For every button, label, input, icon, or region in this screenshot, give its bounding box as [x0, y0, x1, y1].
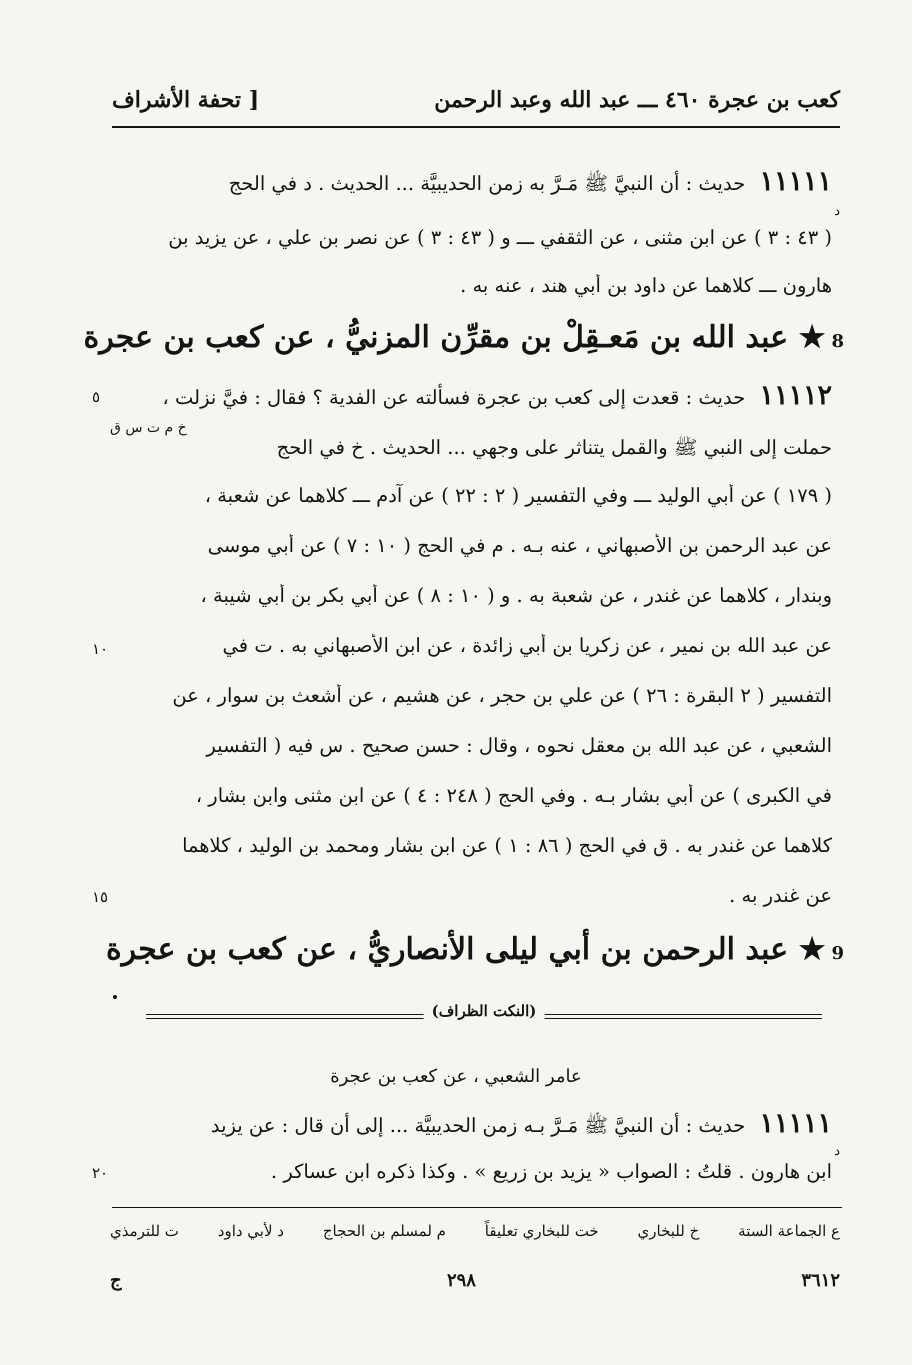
entry-11111-line-1: ١١١١١ حديث : أن النبيَّ ﷺ مَـرَّ به زمن الحديبيَّة ... الحديث . د في الحج: [228, 166, 832, 197]
entry-11112-line-3: ( ١٧٩ ) عن أبي الوليد ـــ وفي التفسير ( ٢ : ٢٢ ) عن آدم ـــ كلاهما عن شعبة ،: [204, 484, 832, 507]
section-heading-8: 8★ عبد الله بن مَعـقِلْ بن مقرِّن المزنيُّ ، عن كعب بن عجرة: [83, 320, 844, 355]
abbreviation-key: [110, 1222, 840, 1240]
entry-11112-line-10: كلاهما عن غندر به . ق في الحج ( ٨٦ : ١ ) عن ابن بشار ومحمد بن الوليد ، كلاهما: [182, 834, 832, 857]
page-number: ٢٩٨: [446, 1270, 476, 1291]
hadith-number: ١١١١١: [759, 166, 832, 197]
hadith-number: ١١١١٢: [759, 380, 832, 411]
page-footer: [110, 1270, 840, 1291]
nukat-divider: [146, 1002, 822, 1032]
footnote-rule: [112, 1207, 842, 1208]
section-title: عبد الله بن مَعـقِلْ بن مقرِّن المزنيُّ ، عن كعب بن عجرة: [83, 320, 789, 355]
nukat-label: (النكت الظراف): [424, 1002, 545, 1020]
entry-11112-line-1: ١١١١٢ حديث : قعدت إلى كعب بن عجرة فسألته عن الفدية ؟ فقال : فيَّ نزلت ،: [162, 380, 832, 411]
entry-11112-line-4: عن عبد الرحمن بن الأصبهاني ، عنه بـه . م في الحج ( ١٠ : ٧ ) عن أبي موسى: [207, 534, 832, 557]
entry-11112-line-9: في الكبرى ) عن أبي بشار بـه . وفي الحج ( ٢٤٨ : ٤ ) عن ابن مثنى وابن بشار ،: [195, 784, 832, 807]
abbr-item: ت للترمذي: [110, 1222, 179, 1240]
section-title: عبد الرحمن بن أبي ليلى الأنصاريُّ ، عن كعب بن عجرة: [105, 932, 789, 967]
entry-11112-line-11: عن غندر به .: [729, 884, 832, 907]
entry-11111-sigla: د: [834, 204, 840, 219]
nukat-entry-sigla: د: [834, 1144, 840, 1159]
section-number: 9: [831, 943, 844, 964]
part-letter: ج: [110, 1270, 122, 1291]
entry-11111-line-2: ( ٤٣ : ٣ ) عن ابن مثنى ، عن الثقفي ـــ و ( ٤٣ : ٣ ) عن نصر بن علي ، عن يزيد بن: [168, 226, 832, 249]
header-rule: [112, 126, 840, 128]
volume-number: ٣٦١٢: [801, 1270, 840, 1291]
entry-11112-line-2: حملت إلى النبي ﷺ والقمل يتناثر على وجهي ... الحديث . خ في الحج: [276, 436, 832, 459]
section-number: 8: [831, 331, 844, 352]
entry-11112-line-6: عن عبد الله بن نمير ، عن زكريا بن أبي زائدة ، عن ابن الأصبهاني به . ت في: [222, 634, 832, 657]
hadith-number: ١١١١١: [759, 1108, 832, 1139]
header-right: كعب بن عجرة ٤٦٠ ـــ عبد الله وعبد الرحمن: [434, 87, 840, 113]
line-number-15: ١٥: [92, 888, 109, 906]
line-number-5: ٥: [92, 388, 101, 406]
entry-11111-line-3: هارون ـــ كلاهما عن داود بن أبي هند ، عنه به .: [460, 274, 832, 297]
line-number-20: ٢٠: [92, 1164, 109, 1182]
entry-11112-line-8: الشعبي ، عن عبد الله بن معقل نحوه ، وقال : حسن صحيح . س فيه ( التفسير: [206, 734, 832, 757]
abbr-item: خ للبخاري: [637, 1222, 700, 1240]
abbr-item: م لمسلم بن الحجاج: [322, 1222, 446, 1240]
nukat-subheading: عامر الشعبي ، عن كعب بن عجرة: [330, 1066, 582, 1087]
ornament-dot: [113, 995, 117, 999]
margin-sigla: خ م ت س ق: [110, 420, 187, 436]
abbr-item: ع الجماعة الستة: [738, 1222, 840, 1240]
running-header: [112, 80, 840, 120]
entry-11112-line-7: التفسير ( ٢ البقرة : ٢٦ ) عن علي بن حجر ، عن هشيم ، عن أشعث بن سوار ، عن: [172, 684, 832, 707]
abbr-item: د لأبي داود: [217, 1222, 284, 1240]
abbr-item: خت للبخاري تعليقاً: [484, 1222, 599, 1240]
line-number-10: ١٠: [92, 640, 109, 658]
nukat-entry-line-2: ابن هارون . قلتُ : الصواب « يزيد بن زريع » . وكذا ذكره ابن عساكر .: [270, 1160, 832, 1183]
section-heading-9: 9★ عبد الرحمن بن أبي ليلى الأنصاريُّ ، عن كعب بن عجرة: [105, 932, 844, 967]
header-left: [ تحفة الأشراف: [112, 87, 260, 113]
entry-11112-line-5: وبندار ، كلاهما عن غندر ، عن شعبة به . و ( ١٠ : ٨ ) عن أبي بكر بن أبي شيبة ،: [200, 584, 832, 607]
nukat-entry-line-1: ١١١١١ حديث : أن النبيَّ ﷺ مَـرَّ بـه زمن الحديبيَّة ... إلى أن قال : عن يزيد: [210, 1108, 832, 1139]
